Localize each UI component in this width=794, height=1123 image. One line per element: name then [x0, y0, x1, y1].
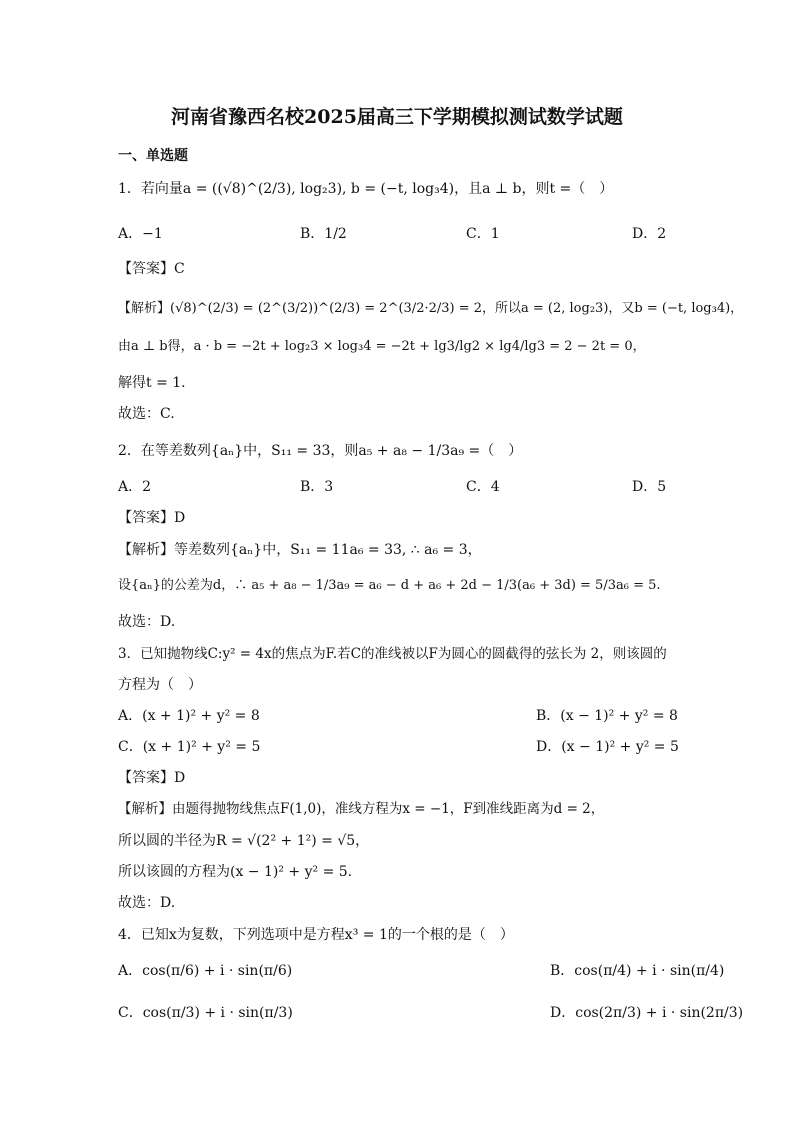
q1-option-c: C．1	[466, 226, 500, 242]
q1-option-a: A．−1	[118, 226, 163, 242]
q4-option-c: C．cos(π/3) + i · sin(π/3)	[118, 1005, 293, 1021]
q1-option-b: B．1/2	[300, 226, 347, 242]
q2-analysis-line: 设{aₙ}的公差为d，∴ a₅ + a₈ − 1/3a₉ = a₆ − d + a₆ + 2d − 1/3(a₆ + 3d) = 5/3a₆ = 5.	[118, 578, 661, 593]
q3-option-b: B．(x − 1)² + y² = 8	[536, 708, 678, 724]
q1-analysis-line: 故选：C.	[118, 406, 175, 422]
q3-analysis-line: 故选：D.	[118, 895, 176, 911]
section-heading: 一、单选题	[118, 148, 188, 164]
q1-answer: 【答案】C	[118, 261, 185, 277]
q4-option-d: D．cos(2π/3) + i · sin(2π/3)	[550, 1005, 744, 1021]
q1-option-d: D．2	[632, 226, 667, 242]
q3-option-a: A．(x + 1)² + y² = 8	[118, 708, 260, 724]
q3-analysis-line: 【解析】由题得抛物线焦点F(1,0)，准线方程为x = −1，F到准线距离为d = 2，	[118, 801, 605, 817]
question-4-stem: 4．已知x为复数，下列选项中是方程x³ = 1的一个根的是（ ）	[118, 927, 514, 943]
question-3-stem: 3．已知抛物线C:y² = 4x的焦点为F.若C的准线被以F为圆心的圆截得的弦长为 2，则该圆的	[118, 646, 667, 662]
q2-answer: 【答案】D	[118, 510, 186, 526]
q1-analysis-line: 【解析】(√8)^(2/3) = (2^(3/2))^(2/3) = 2^(3/2·2/3) = 2，所以a = (2, log₂3)，又b = (−t, log₃4)，	[118, 301, 744, 316]
q2-option-b: B．3	[300, 479, 334, 495]
q1-analysis-line: 解得t = 1.	[118, 375, 186, 391]
q3-analysis-line: 所以圆的半径为R = √(2² + 1²) = √5，	[118, 833, 370, 849]
q4-option-a: A．cos(π/6) + i · sin(π/6)	[118, 963, 293, 979]
q2-analysis-line: 故选：D.	[118, 614, 176, 630]
q3-option-c: C．(x + 1)² + y² = 5	[118, 739, 261, 755]
q3-analysis-line: 所以该圆的方程为(x − 1)² + y² = 5.	[118, 864, 353, 880]
q2-option-d: D．5	[632, 479, 667, 495]
q2-analysis-line: 【解析】等差数列{aₙ}中，S₁₁ = 11a₆ = 33, ∴ a₆ = 3，	[118, 542, 482, 558]
page-title: 河南省豫西名校2025届高三下学期模拟测试数学试题	[171, 106, 623, 128]
q2-option-a: A．2	[118, 479, 152, 495]
q3-answer: 【答案】D	[118, 770, 186, 786]
q1-analysis-line: 由a ⊥ b得，a · b = −2t + log₂3 × log₃4 = −2t + lg3/lg2 × lg4/lg3 = 2 − 2t = 0，	[118, 339, 646, 354]
question-1-stem: 1．若向量a = ((√8)^(2/3), log₂3), b = (−t, log₃4)，且a ⊥ b，则t =（ ）	[118, 181, 614, 197]
question-2-stem: 2．在等差数列{aₙ}中，S₁₁ = 33，则a₅ + a₈ − 1/3a₉ =（ ）	[118, 443, 523, 459]
question-3-stem: 方程为（ ）	[118, 677, 202, 693]
q4-option-b: B．cos(π/4) + i · sin(π/4)	[550, 963, 725, 979]
q2-option-c: C．4	[466, 479, 500, 495]
q3-option-d: D．(x − 1)² + y² = 5	[536, 739, 679, 755]
